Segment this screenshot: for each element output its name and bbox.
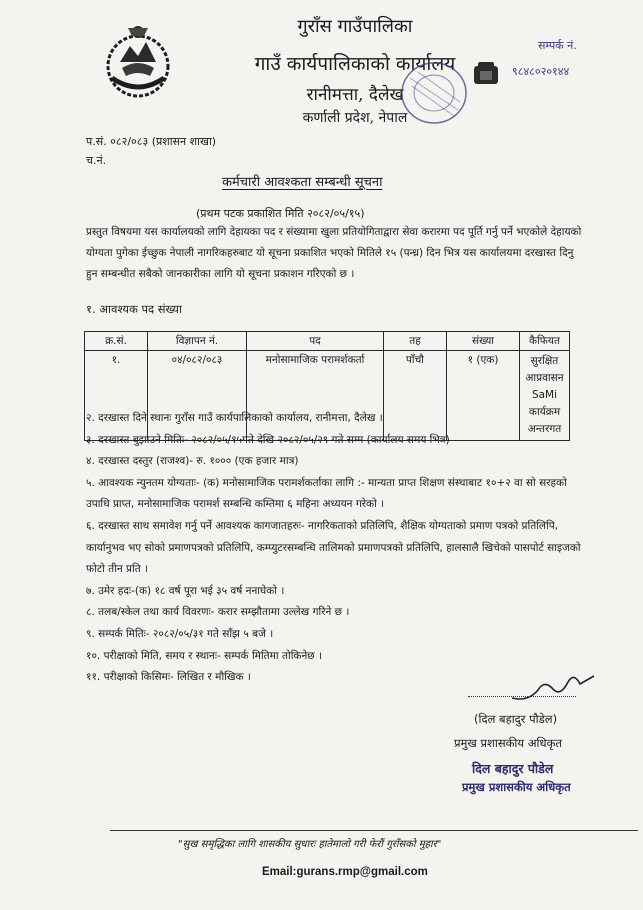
clause-submission-date: ३. दरखास्त बुझाउने मितिः- २०८२/०५/१५गते देखि २०८२/०५/२९ गते सम्म (कार्यालय समय भित्र) [86, 433, 450, 446]
signature-line [468, 696, 576, 697]
header-post: पद [247, 332, 384, 351]
stamp-title: प्रमुख प्रशासकीय अधिकृत [462, 780, 571, 794]
footer-email: Email:gurans.rmp@gmail.com [262, 866, 428, 878]
office-name: गाउँ कार्यपालिकाको कार्यालय [254, 53, 456, 75]
published-date: (प्रथम पटक प्रकाशित मिति २०८२/०५/१५) [196, 207, 365, 220]
office-seal [398, 58, 470, 128]
cell-count: १ (एक) [447, 351, 520, 441]
header-count: संख्या [447, 332, 520, 351]
table-header-row [85, 332, 570, 351]
office-location: रानीमत्ता, दैलेख [306, 85, 404, 105]
header-remarks: कैफियत [520, 332, 570, 351]
clause-qualification: ५. आवश्यक न्युनतम योग्यताः- (क) मनोसामाजिक परामर्शकर्ताका लागि :- मान्यता प्राप्त शिक्षण संस्थाबाट १०+२ वा सो सरहको उपाधि प्राप्त, मनोसामाजिक परामर्श सम्बन्धि कम्तिमा ६ महिना अध्ययन गरेको । [86, 476, 567, 511]
signatory-name: (दिल बहादुर पौडेल) [474, 712, 558, 726]
municipality-name: गुराँस गाउँपालिका [297, 16, 413, 37]
clause-documents: ६. दरखास्त साथ समावेश गर्नु पर्ने आवश्यक कागजातहरुः- नागरिकताको प्रतिलिपि, शैक्षिक योग्यताको प्रमाण पत्रको प्रतिलिपि, कार्यानुभव भए सोको प्रमाणपत्रको प्रतिलिपि, कम्प्युटरसम्बन्धि तालिमको प्रमाणपत्रको प्रतिलिपि, हालसालै खिचेको पासपोर्ट साइजको फोटो तीन प्रति । [86, 519, 581, 576]
intro-paragraph: प्रस्तुत विषयमा यस कार्यालयको लागि देहायका पद र संख्यामा खुला प्रतियोगिताद्वारा सेवा करारमा पद पूर्ति गर्नु पर्ने भएकोले देहायको योग्यता पुगेका ईच्छुक नेपाली नागरिकहरुबाट यो सूचना प्रकाशित भएको मितिले १५ (पन्ध्र) दिन भित्र यस कार्यालयमा दरखास्त दिनु हुन सम्बन्धीत सबैको जानकारीका लागि यो सूचना प्रकाशन गरिएको छ । [86, 226, 582, 280]
footer-divider [110, 830, 638, 831]
clause-application-place: २. दरखास्त दिने स्थानः गुराँस गाउँ कार्यपालिकाको कार्यालय, रानीमत्ता, दैलेख । [86, 412, 383, 424]
nepal-emblem-icon [98, 22, 178, 102]
footer-motto: "सुख समृद्धिका लागि शासकीय सुधारः हातेमालो गरी फेरौं गुराँसको मुहार" [178, 839, 442, 850]
signatory-title: प्रमुख प्रशासकीय अधिकृत [454, 736, 562, 750]
clause-contact-date: ९. सम्पर्क मितिः- २०८२/०५/३१ गते साँझ ५ बजे । [86, 627, 274, 640]
cell-remarks: सुरक्षित आप्रवासन SaMi कार्यक्रम अन्तरगत [520, 351, 570, 441]
reference-number: प.सं. ०८२/०८३ (प्रशासन शाखा) [86, 135, 217, 148]
header-ad-no: विज्ञापन नं. [148, 332, 247, 351]
header-level: तह [384, 332, 447, 351]
cell-sn: १. [85, 351, 148, 441]
clause-age-limit: ७. उमेर हदः-(क) १८ वर्ष पूरा भई ३५ वर्ष ननाघेको । [86, 584, 285, 597]
stamp-name: दिल बहादुर पौडेल [472, 761, 554, 776]
clause-fee: ४. दरखास्त दस्तुर (राजश्व)- रु. १००० (एक हजार मात्र) [86, 455, 299, 468]
cell-level: पाँचौ [384, 351, 447, 441]
contact-number: ९८४८०२०१४४ [512, 65, 570, 78]
clauses-list [86, 408, 591, 689]
cell-ad-no: ०४/०८२/०८३ [148, 351, 247, 441]
dispatch-number: च.नं. [86, 154, 107, 167]
header-sn: क्र.सं. [85, 332, 148, 351]
clause-salary: ८. तलब/स्केल तथा कार्य विवरणः- करार सम्झौतामा उल्लेख गरिने छ । [86, 606, 350, 619]
office-province: कर्णाली प्रदेश, नेपाल [302, 110, 408, 126]
contact-label: सम्पर्क नं. [538, 39, 577, 52]
clause-exam-schedule: १०. परीक्षाको मिति, समय र स्थानः- सम्पर्क मितिमा तोकिनेछ । [86, 649, 322, 662]
telephone-icon [470, 58, 502, 90]
section-title-positions: १. आवश्यक पद संख्या [86, 302, 182, 316]
clause-exam-type: ११. परीक्षाको किसिमः- लिखित र मौखिक । [86, 671, 251, 684]
handwritten-signature [508, 668, 598, 708]
notice-title: कर्मचारी आवश्कता सम्बन्धी सूचना [222, 175, 383, 190]
cell-post: मनोसामाजिक परामर्शकर्ता [247, 351, 384, 441]
